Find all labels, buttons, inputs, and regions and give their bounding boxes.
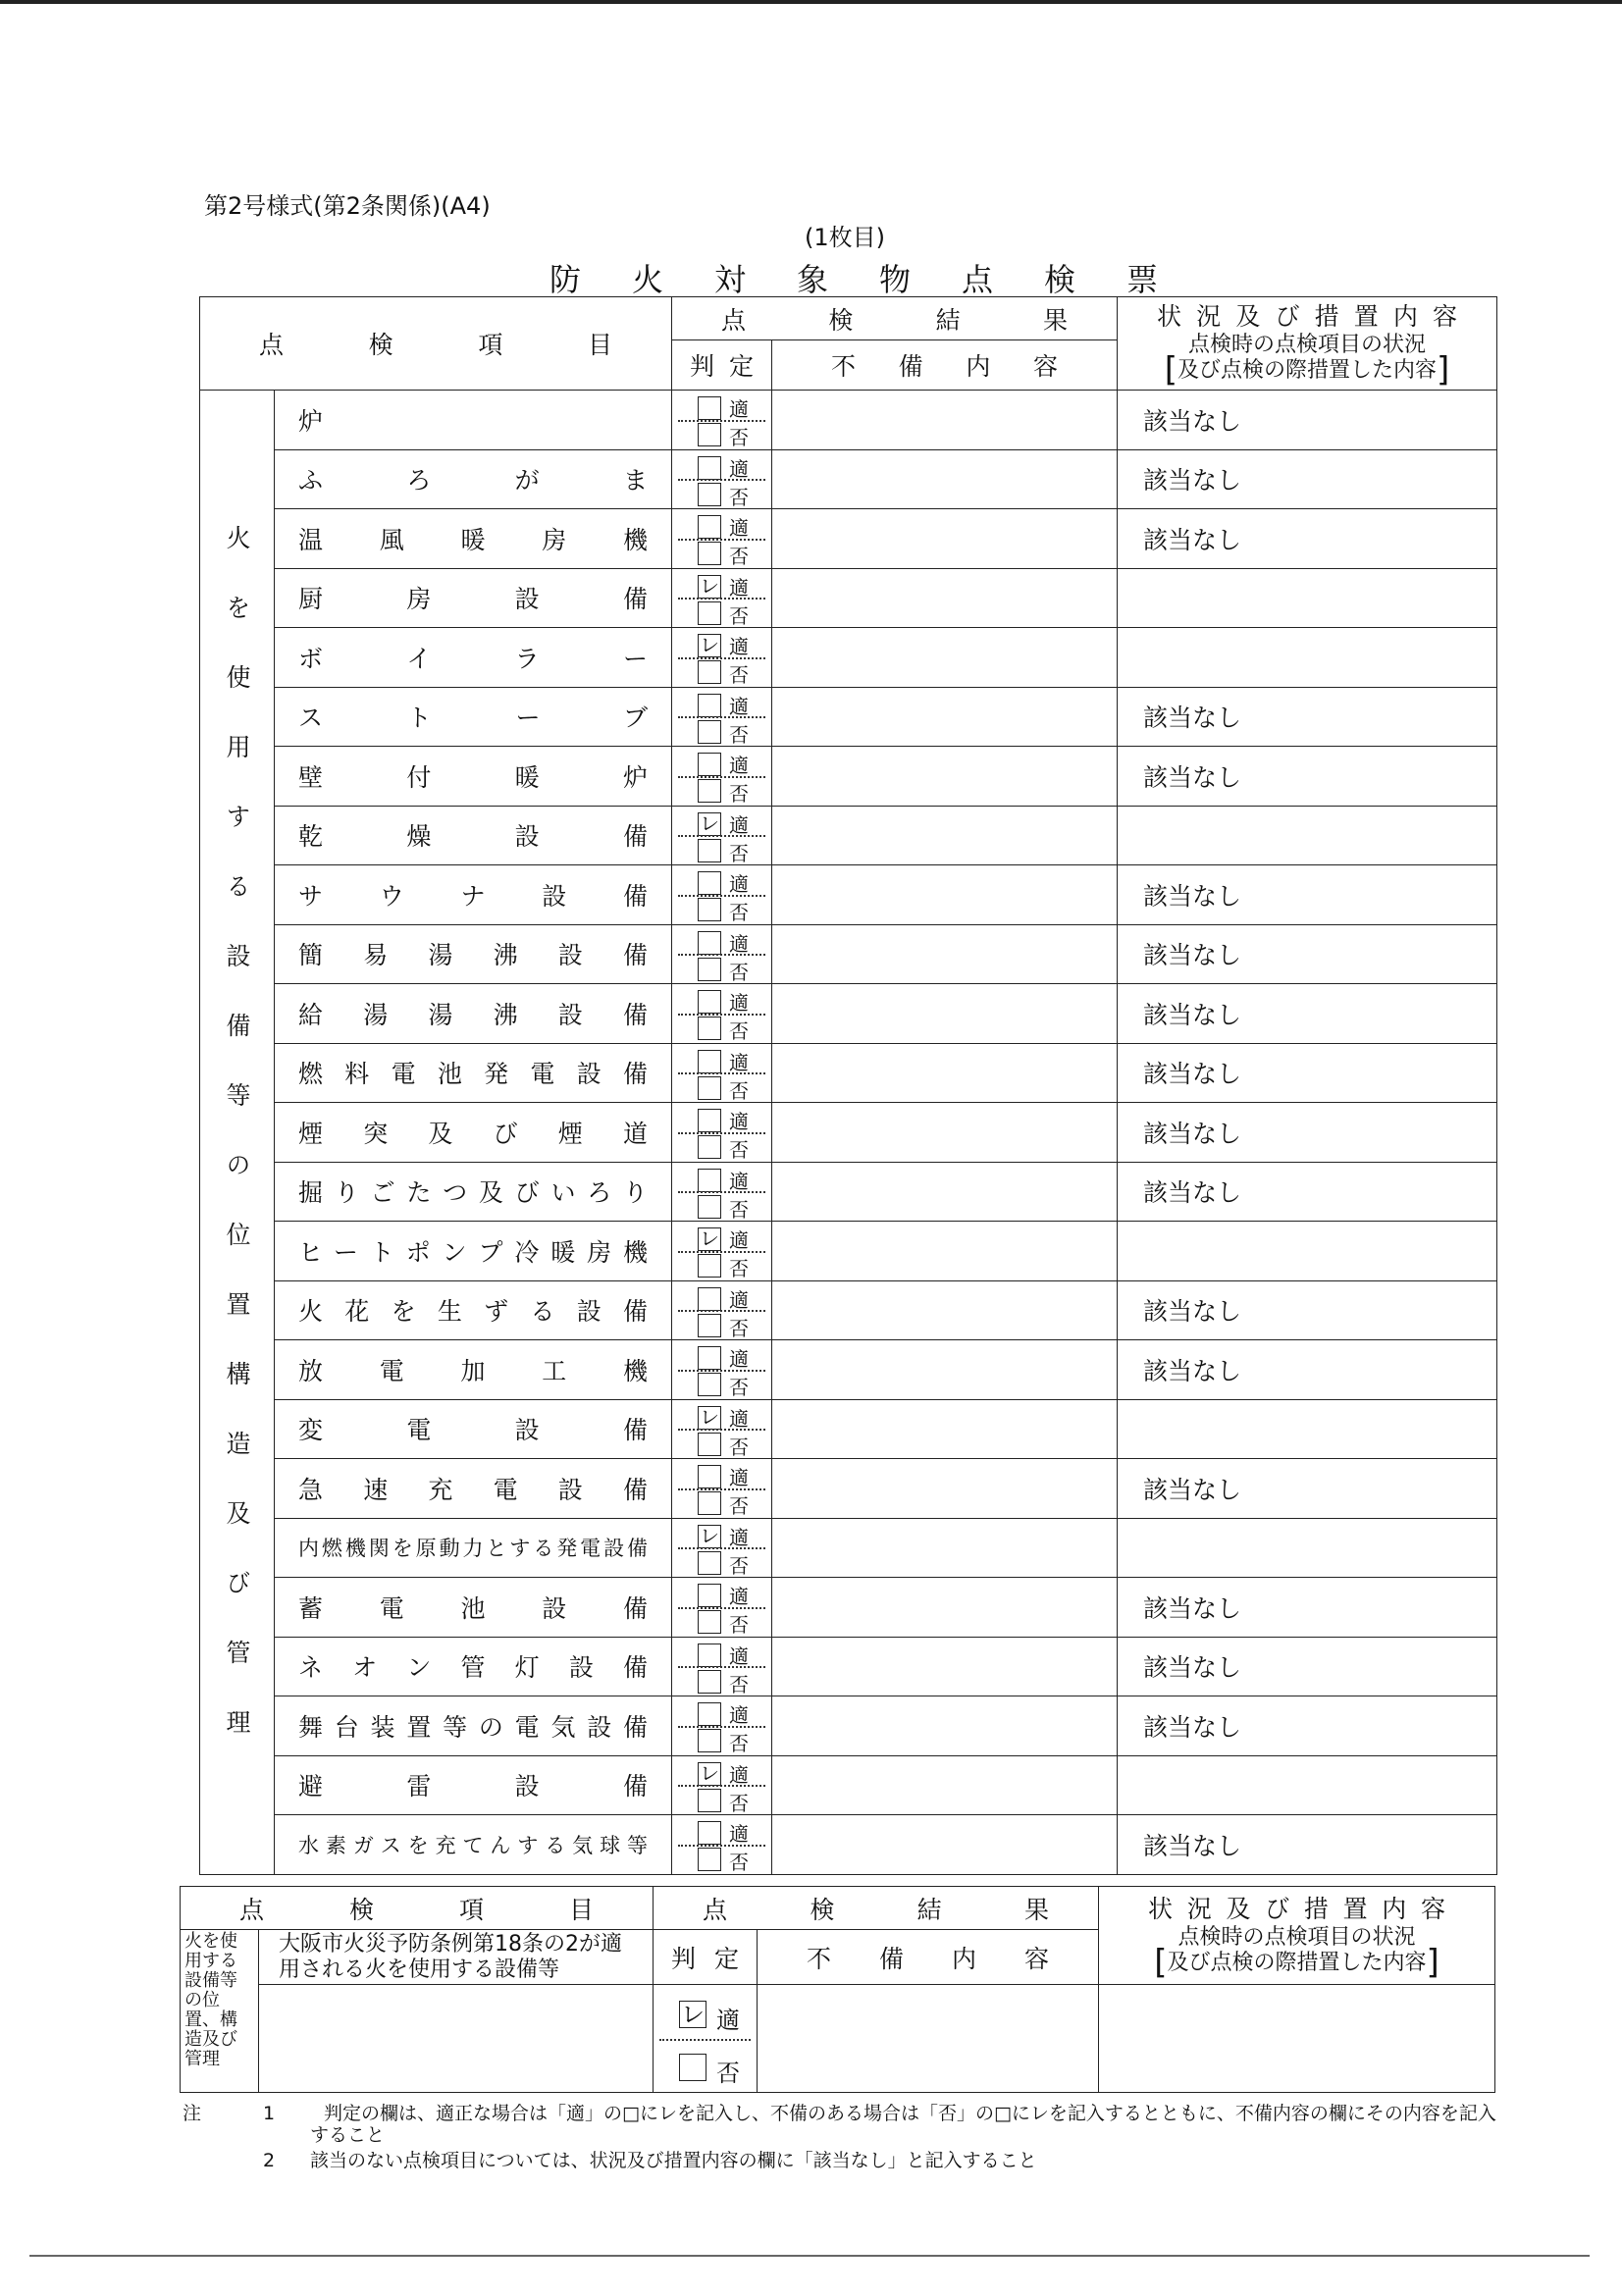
ok-label: 適 bbox=[729, 1585, 750, 1608]
status-cell[interactable] bbox=[1118, 568, 1497, 628]
dotted-divider bbox=[678, 1488, 765, 1490]
dotted-divider bbox=[678, 1429, 765, 1431]
dotted-divider bbox=[678, 1370, 765, 1372]
judgement-cell bbox=[672, 1755, 772, 1815]
ok-label: 適 bbox=[729, 1644, 750, 1668]
ng-label: 否 bbox=[729, 663, 750, 687]
ok-label: 適 bbox=[729, 1703, 750, 1727]
ok-checkbox[interactable]: レ bbox=[700, 810, 720, 835]
table-row bbox=[200, 568, 1497, 628]
ok-label: 適 bbox=[729, 1525, 750, 1549]
defect-cell[interactable] bbox=[772, 449, 1118, 509]
table-row bbox=[200, 1043, 1497, 1103]
judgement-cell bbox=[672, 509, 772, 569]
table-row bbox=[200, 1399, 1497, 1459]
ng-checkbox[interactable] bbox=[698, 483, 721, 506]
ng-checkbox[interactable] bbox=[698, 423, 721, 446]
ok-label: 適 bbox=[729, 635, 750, 658]
ok-label: 適 bbox=[729, 1762, 750, 1787]
ng-checkbox[interactable] bbox=[698, 958, 721, 981]
defect-cell[interactable] bbox=[772, 687, 1118, 747]
ok-checkbox[interactable] bbox=[698, 396, 721, 420]
ok-label: 適 bbox=[729, 397, 750, 421]
ng-checkbox[interactable] bbox=[698, 1076, 721, 1100]
ng-label: 否 bbox=[729, 722, 750, 747]
ng-checkbox[interactable] bbox=[698, 898, 721, 921]
table-row bbox=[200, 984, 1497, 1044]
table-row bbox=[200, 1103, 1497, 1163]
item-name: 煙突及び煙道 bbox=[275, 1103, 672, 1163]
defect-cell[interactable] bbox=[772, 628, 1118, 688]
item-name: 給湯湯沸設備 bbox=[275, 984, 672, 1044]
t2-ng-label: 否 bbox=[716, 2060, 741, 2087]
ng-label: 否 bbox=[729, 1494, 750, 1518]
inspection-table bbox=[199, 296, 1497, 1875]
ok-checkbox[interactable] bbox=[698, 1584, 721, 1607]
ok-label: 適 bbox=[729, 1406, 750, 1431]
ng-label: 否 bbox=[729, 1791, 750, 1815]
ng-label: 否 bbox=[729, 841, 750, 865]
ok-label: 適 bbox=[729, 1110, 750, 1133]
item-name: ボイラー bbox=[275, 628, 672, 688]
dotted-divider bbox=[678, 1310, 765, 1312]
category-label: 火を使用する設備等の位置構造及び管理 bbox=[200, 391, 275, 1875]
ok-label: 適 bbox=[729, 1050, 750, 1074]
ok-label: 適 bbox=[729, 1822, 750, 1846]
dotted-divider bbox=[678, 835, 765, 837]
ng-checkbox[interactable] bbox=[698, 542, 721, 565]
ok-label: 適 bbox=[729, 872, 750, 896]
dotted-divider bbox=[678, 1251, 765, 1253]
note-1-number: 1 bbox=[263, 2103, 276, 2124]
item-name: 乾燥設備 bbox=[275, 806, 672, 865]
ok-label: 適 bbox=[729, 1466, 750, 1489]
inspection-table-2 bbox=[180, 1886, 1495, 2093]
ng-checkbox[interactable] bbox=[698, 1729, 721, 1752]
ng-checkbox[interactable] bbox=[698, 720, 721, 744]
defect-cell[interactable] bbox=[772, 1755, 1118, 1815]
status-cell[interactable]: 該当なし bbox=[1118, 1578, 1497, 1638]
ok-label: 適 bbox=[729, 516, 750, 540]
top-border bbox=[0, 0, 1622, 4]
defect-cell[interactable] bbox=[772, 1280, 1118, 1340]
t2-header-judgement: 判定 bbox=[654, 1930, 758, 1985]
dotted-divider bbox=[678, 1132, 765, 1134]
ok-checkbox[interactable] bbox=[698, 1465, 721, 1488]
ok-checkbox[interactable]: レ bbox=[700, 573, 720, 598]
status-cell[interactable]: 該当なし bbox=[1118, 687, 1497, 747]
defect-cell[interactable] bbox=[772, 1696, 1118, 1756]
table-row bbox=[200, 449, 1497, 509]
ng-checkbox[interactable] bbox=[698, 1254, 721, 1278]
status-cell[interactable] bbox=[1118, 1518, 1497, 1578]
status-cell[interactable] bbox=[1118, 628, 1497, 688]
table-row bbox=[200, 391, 1497, 450]
ng-checkbox[interactable] bbox=[698, 1848, 721, 1871]
ng-checkbox[interactable] bbox=[698, 1610, 721, 1634]
judgement-cell bbox=[672, 449, 772, 509]
ng-label: 否 bbox=[729, 960, 750, 984]
judgement-cell bbox=[672, 1518, 772, 1578]
dotted-divider bbox=[678, 420, 765, 422]
table-row bbox=[200, 1280, 1497, 1340]
item-name: ネオン管灯設備 bbox=[275, 1637, 672, 1696]
status-cell[interactable] bbox=[1118, 1755, 1497, 1815]
t2-ok-checkbox[interactable]: レ bbox=[681, 2001, 706, 2028]
judgement-cell bbox=[672, 391, 772, 450]
ng-checkbox[interactable] bbox=[698, 601, 721, 625]
judgement-cell bbox=[672, 1222, 772, 1281]
judgement-cell bbox=[672, 1815, 772, 1875]
dotted-divider bbox=[678, 657, 765, 659]
ok-checkbox[interactable] bbox=[698, 1702, 721, 1726]
page-title: 防火対象物点検票 bbox=[549, 261, 1210, 298]
ok-checkbox[interactable] bbox=[698, 990, 721, 1014]
t2-ok-label: 適 bbox=[716, 2007, 741, 2034]
t2-header-inspection-result: 点検結果 bbox=[654, 1887, 1099, 1930]
defect-cell[interactable] bbox=[772, 1459, 1118, 1519]
dotted-divider bbox=[678, 1014, 765, 1016]
header-judgement: 判定 bbox=[672, 340, 772, 391]
item-name: サウナ設備 bbox=[275, 865, 672, 925]
table-row bbox=[200, 806, 1497, 865]
t2-defect-cell[interactable] bbox=[758, 1985, 1099, 2093]
item-name: 水素ガスを充てんする気球等 bbox=[275, 1815, 672, 1875]
status-cell[interactable]: 該当なし bbox=[1118, 1280, 1497, 1340]
item-name: ふろがま bbox=[275, 449, 672, 509]
item-name: 壁付暖炉 bbox=[275, 747, 672, 807]
table-row bbox=[200, 628, 1497, 688]
dotted-divider bbox=[678, 1191, 765, 1193]
judgement-cell bbox=[672, 984, 772, 1044]
ok-label: 適 bbox=[729, 754, 750, 777]
header-status: 状況及び措置内容 [点検時の点検項目の状況 及び点検の際措置した内容] bbox=[1118, 297, 1497, 391]
status-cell[interactable]: 該当なし bbox=[1118, 1340, 1497, 1400]
status-cell[interactable]: 該当なし bbox=[1118, 509, 1497, 569]
table-row bbox=[200, 1815, 1497, 1875]
ok-checkbox[interactable] bbox=[698, 1644, 721, 1667]
table-row bbox=[200, 1162, 1497, 1222]
ok-label: 適 bbox=[729, 991, 750, 1015]
defect-cell[interactable] bbox=[772, 568, 1118, 628]
table-row bbox=[200, 1518, 1497, 1578]
defect-cell[interactable] bbox=[772, 1399, 1118, 1459]
ok-label: 適 bbox=[729, 694, 750, 718]
ng-checkbox[interactable] bbox=[698, 1195, 721, 1219]
dotted-divider bbox=[678, 1072, 765, 1074]
judgement-cell bbox=[672, 1162, 772, 1222]
judgement-cell bbox=[672, 1340, 772, 1400]
ok-checkbox[interactable] bbox=[698, 694, 721, 717]
ng-label: 否 bbox=[729, 603, 750, 628]
item-name: 急速充電設備 bbox=[275, 1459, 672, 1519]
ng-label: 否 bbox=[729, 1019, 750, 1043]
ng-label: 否 bbox=[729, 1613, 750, 1637]
t2-dotted-divider bbox=[659, 2039, 751, 2041]
defect-cell[interactable] bbox=[772, 924, 1118, 984]
ng-checkbox[interactable] bbox=[698, 839, 721, 862]
dotted-divider bbox=[678, 1845, 765, 1847]
item-name: 厨房設備 bbox=[275, 568, 672, 628]
ok-label: 適 bbox=[729, 456, 750, 481]
judgement-cell bbox=[672, 1578, 772, 1638]
dotted-divider bbox=[678, 539, 765, 541]
defect-cell[interactable] bbox=[772, 1162, 1118, 1222]
ng-label: 否 bbox=[729, 1316, 750, 1340]
defect-cell[interactable] bbox=[772, 1043, 1118, 1103]
defect-cell[interactable] bbox=[772, 1222, 1118, 1281]
judgement-cell bbox=[672, 924, 772, 984]
ng-checkbox[interactable] bbox=[698, 1491, 721, 1515]
ok-label: 適 bbox=[729, 812, 750, 837]
item-name: 蓄電池設備 bbox=[275, 1578, 672, 1638]
judgement-cell bbox=[672, 1637, 772, 1696]
ng-checkbox[interactable] bbox=[698, 1314, 721, 1337]
judgement-cell bbox=[672, 1103, 772, 1163]
ok-label: 適 bbox=[729, 1287, 750, 1312]
t2-item-blank bbox=[259, 1985, 654, 2093]
dotted-divider bbox=[678, 954, 765, 956]
table-row bbox=[200, 865, 1497, 925]
item-name: 簡易湯沸設備 bbox=[275, 924, 672, 984]
t2-judgement-cell bbox=[654, 1985, 758, 2093]
defect-cell[interactable] bbox=[772, 1103, 1118, 1163]
ok-checkbox[interactable] bbox=[698, 1346, 721, 1370]
dotted-divider bbox=[678, 1547, 765, 1549]
ok-checkbox[interactable]: レ bbox=[700, 1760, 720, 1785]
status-cell[interactable]: 該当なし bbox=[1118, 1696, 1497, 1756]
ng-label: 否 bbox=[729, 1197, 750, 1222]
table-row bbox=[200, 747, 1497, 807]
header-defect: 不備内容 bbox=[772, 340, 1118, 391]
judgement-cell bbox=[672, 747, 772, 807]
ng-checkbox[interactable] bbox=[698, 1135, 721, 1159]
defect-cell[interactable] bbox=[772, 1637, 1118, 1696]
item-name: 温風暖房機 bbox=[275, 509, 672, 569]
item-name: ヒートポンプ冷暖房機 bbox=[275, 1222, 672, 1281]
judgement-cell bbox=[672, 806, 772, 865]
ng-checkbox[interactable] bbox=[698, 1551, 721, 1575]
table-row bbox=[200, 1637, 1497, 1696]
judgement-cell bbox=[672, 1459, 772, 1519]
ok-label: 適 bbox=[729, 931, 750, 956]
ng-label: 否 bbox=[729, 426, 750, 449]
ng-label: 否 bbox=[729, 1672, 750, 1696]
bottom-border bbox=[29, 2255, 1590, 2257]
defect-cell[interactable] bbox=[772, 984, 1118, 1044]
item-name: 炉 bbox=[275, 391, 672, 450]
defect-cell[interactable] bbox=[772, 509, 1118, 569]
dotted-divider bbox=[678, 479, 765, 481]
ok-checkbox[interactable]: レ bbox=[700, 1523, 720, 1547]
ok-checkbox[interactable] bbox=[698, 1821, 721, 1845]
ok-checkbox[interactable] bbox=[698, 1287, 721, 1311]
note-2-number: 2 bbox=[263, 2150, 276, 2171]
item-name: 避雷設備 bbox=[275, 1755, 672, 1815]
ok-checkbox[interactable]: レ bbox=[700, 633, 720, 656]
dotted-divider bbox=[678, 716, 765, 718]
status-cell[interactable]: 該当なし bbox=[1118, 865, 1497, 925]
dotted-divider bbox=[678, 776, 765, 778]
item-name: 放電加工機 bbox=[275, 1340, 672, 1400]
form-number: 第2号様式(第2条関係)(A4) bbox=[204, 192, 491, 220]
ng-checkbox[interactable] bbox=[698, 1670, 721, 1694]
item-name: 舞台装置等の電気設備 bbox=[275, 1696, 672, 1756]
ng-label: 否 bbox=[729, 1376, 750, 1399]
ok-checkbox[interactable] bbox=[698, 456, 721, 480]
item-name: 変電設備 bbox=[275, 1399, 672, 1459]
status-cell[interactable]: 該当なし bbox=[1118, 924, 1497, 984]
status-cell[interactable] bbox=[1118, 1222, 1497, 1281]
ok-checkbox[interactable] bbox=[698, 871, 721, 895]
ok-checkbox[interactable] bbox=[698, 1169, 721, 1192]
header-inspection-result: 点検結果 bbox=[672, 297, 1118, 340]
ok-label: 適 bbox=[729, 575, 750, 600]
judgement-cell bbox=[672, 568, 772, 628]
ok-checkbox[interactable]: レ bbox=[700, 1226, 720, 1250]
item-name: 掘りごたつ及びいろり bbox=[275, 1162, 672, 1222]
header-inspection-item: 点検項目 bbox=[200, 297, 672, 391]
ok-checkbox[interactable] bbox=[698, 1109, 721, 1132]
note-label: 注 bbox=[183, 2103, 202, 2124]
ng-label: 否 bbox=[729, 782, 750, 806]
dotted-divider bbox=[678, 895, 765, 897]
ng-label: 否 bbox=[729, 1732, 750, 1755]
defect-cell[interactable] bbox=[772, 747, 1118, 807]
ng-checkbox[interactable] bbox=[698, 779, 721, 803]
item-name: 燃料電池発電設備 bbox=[275, 1043, 672, 1103]
t2-header-status: 状況及び措置内容 [点検時の点検項目の状況 及び点検の際措置した内容] bbox=[1099, 1887, 1495, 1985]
t2-category: 火を使用する設備等の位置、構造及び管理 bbox=[181, 1930, 259, 2093]
judgement-cell bbox=[672, 1280, 772, 1340]
item-name: 内燃機関を原動力とする発電設備 bbox=[275, 1518, 672, 1578]
ok-label: 適 bbox=[729, 1169, 750, 1193]
t2-header-inspection-item: 点検項目 bbox=[181, 1887, 654, 1930]
defect-cell[interactable] bbox=[772, 1518, 1118, 1578]
t2-ng-checkbox[interactable] bbox=[679, 2054, 706, 2081]
item-name: ストーブ bbox=[275, 687, 672, 747]
ng-checkbox[interactable] bbox=[698, 1373, 721, 1396]
status-cell[interactable] bbox=[1118, 1399, 1497, 1459]
judgement-cell bbox=[672, 1696, 772, 1756]
table-row bbox=[200, 1696, 1497, 1756]
table-row bbox=[200, 924, 1497, 984]
ng-label: 否 bbox=[729, 1435, 750, 1459]
status-cell[interactable] bbox=[1118, 806, 1497, 865]
dotted-divider bbox=[678, 1607, 765, 1609]
judgement-cell bbox=[672, 1043, 772, 1103]
ng-label: 否 bbox=[729, 1257, 750, 1280]
item-name: 火花を生ずる設備 bbox=[275, 1280, 672, 1340]
table-row bbox=[200, 1222, 1497, 1281]
dotted-divider bbox=[678, 1726, 765, 1728]
status-cell[interactable]: 該当なし bbox=[1118, 1103, 1497, 1163]
ng-label: 否 bbox=[729, 901, 750, 924]
defect-cell[interactable] bbox=[772, 865, 1118, 925]
ng-checkbox[interactable] bbox=[698, 1433, 721, 1456]
status-cell[interactable]: 該当なし bbox=[1118, 1637, 1497, 1696]
ng-checkbox[interactable] bbox=[698, 660, 721, 684]
note-2-text: 該当のない点検項目については、状況及び措置内容の欄に「該当なし」と記入すること bbox=[310, 2150, 1037, 2171]
status-cell[interactable]: 該当なし bbox=[1118, 391, 1497, 450]
defect-cell[interactable] bbox=[772, 1815, 1118, 1875]
ng-label: 否 bbox=[729, 1078, 750, 1103]
status-cell[interactable]: 該当なし bbox=[1118, 1043, 1497, 1103]
table-row bbox=[200, 687, 1497, 747]
ng-label: 否 bbox=[729, 1138, 750, 1162]
ng-label: 否 bbox=[729, 1553, 750, 1578]
ok-label: 適 bbox=[729, 1228, 750, 1252]
ng-label: 否 bbox=[729, 545, 750, 568]
t2-item: 大阪市火災予防条例第18条の2が適用される火を使用する設備等 bbox=[259, 1930, 654, 1985]
ok-checkbox[interactable] bbox=[698, 1050, 721, 1073]
defect-cell[interactable] bbox=[772, 1340, 1118, 1400]
status-cell[interactable]: 該当なし bbox=[1118, 1815, 1497, 1875]
ok-checkbox[interactable] bbox=[698, 753, 721, 776]
judgement-cell bbox=[672, 687, 772, 747]
ng-checkbox[interactable] bbox=[698, 1017, 721, 1040]
status-cell[interactable]: 該当なし bbox=[1118, 1162, 1497, 1222]
note-1-text-cont: すること bbox=[310, 2124, 386, 2146]
ok-label: 適 bbox=[729, 1347, 750, 1371]
status-cell[interactable]: 該当なし bbox=[1118, 747, 1497, 807]
status-cell[interactable]: 該当なし bbox=[1118, 449, 1497, 509]
judgement-cell bbox=[672, 865, 772, 925]
defect-cell[interactable] bbox=[772, 806, 1118, 865]
ok-checkbox[interactable] bbox=[698, 515, 721, 539]
status-cell[interactable]: 該当なし bbox=[1118, 984, 1497, 1044]
t2-header-defect: 不備内容 bbox=[758, 1930, 1099, 1985]
ng-label: 否 bbox=[729, 1851, 750, 1874]
status-cell[interactable]: 該当なし bbox=[1118, 1459, 1497, 1519]
table-row bbox=[200, 509, 1497, 569]
ok-checkbox[interactable]: レ bbox=[700, 1404, 720, 1429]
table-row bbox=[200, 1755, 1497, 1815]
judgement-cell bbox=[672, 1399, 772, 1459]
ng-checkbox[interactable] bbox=[698, 1789, 721, 1812]
table-row bbox=[200, 1578, 1497, 1638]
dotted-divider bbox=[678, 1785, 765, 1787]
table-row bbox=[200, 1459, 1497, 1519]
judgement-cell bbox=[672, 628, 772, 688]
sheet-number: (1枚目) bbox=[805, 224, 885, 251]
dotted-divider bbox=[678, 1666, 765, 1668]
note-1-text: 判定の欄は、適正な場合は「適」の□にレを記入し、不備のある場合は「否」の□にレを記入するとともに、不備内容の欄にその内容を記入 bbox=[324, 2103, 1496, 2124]
dotted-divider bbox=[678, 598, 765, 600]
defect-cell[interactable] bbox=[772, 391, 1118, 450]
ng-label: 否 bbox=[729, 485, 750, 509]
ok-checkbox[interactable] bbox=[698, 931, 721, 955]
defect-cell[interactable] bbox=[772, 1578, 1118, 1638]
table-row bbox=[200, 1340, 1497, 1400]
t2-status-cell[interactable] bbox=[1099, 1985, 1495, 2093]
